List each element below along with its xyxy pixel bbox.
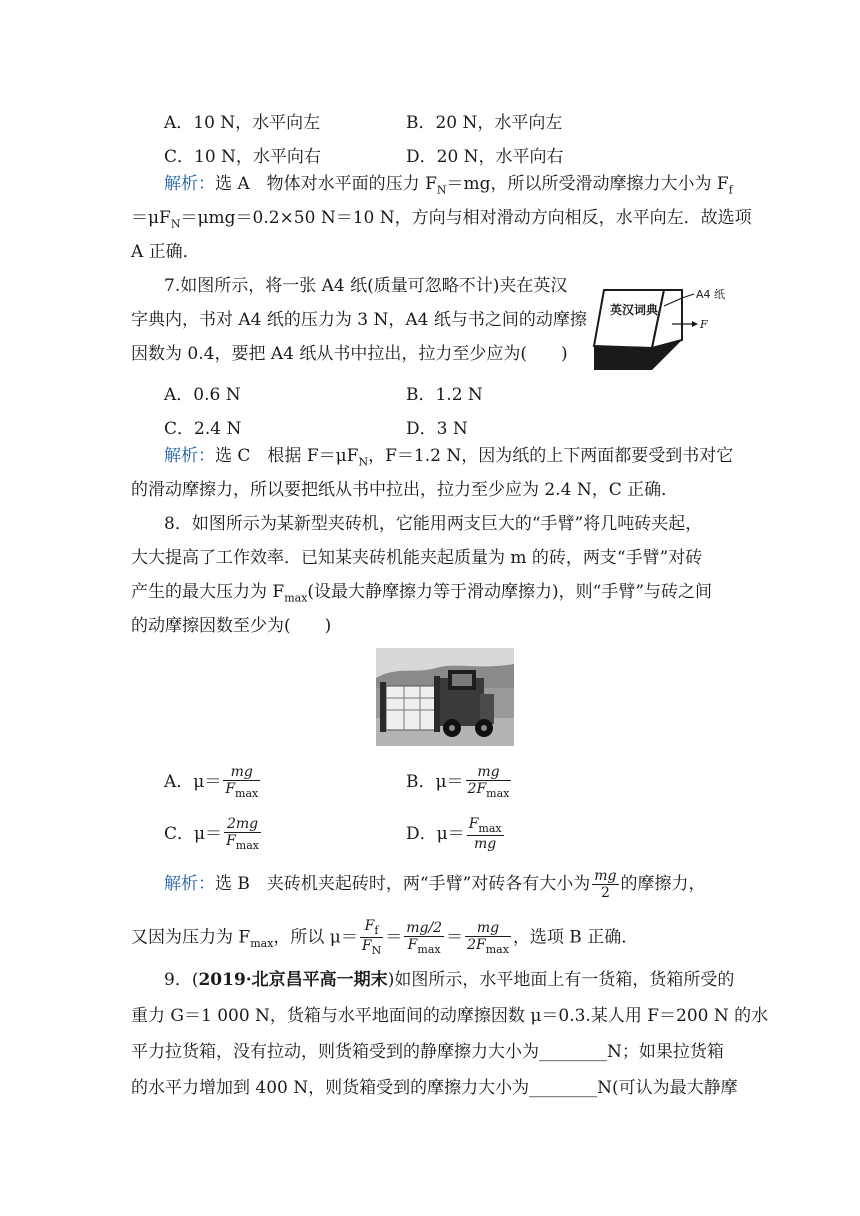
- q8-stem-line4: 的动摩擦因数至少为( ): [131, 616, 332, 636]
- q9-stem-line2: 重力 G＝1 000 N，货箱与水平地面间的动摩擦因数 μ＝0.3.某人用 F＝200 N 的水: [131, 1006, 769, 1026]
- q7-option-d: D．3 N: [406, 419, 468, 439]
- q6-option-b: B．20 N，水平向左: [406, 113, 563, 133]
- paper-label: A4 纸: [696, 288, 726, 301]
- q8-option-c: C．μ＝ $\frac{2mg}{F_{max}}$: [164, 816, 259, 852]
- q6-option-a: A．10 N，水平向左: [164, 113, 321, 133]
- book-title-label: 英汉词典: [610, 303, 659, 317]
- q7-option-b: B．1.2 N: [406, 385, 483, 405]
- q6-option-c: C．10 N，水平向右: [164, 147, 321, 167]
- q8-option-d: D．μ＝ $\frac{F_{max}}{mg}$: [406, 816, 502, 853]
- q7-stem-line2: 字典内，书对 A4 纸的压力为 3 N，A4 纸与书之间的动摩擦: [131, 310, 587, 330]
- q8-option-a: A．μ＝ $\frac{mg}{F_{max}}$: [164, 764, 259, 800]
- q7-option-a: A．0.6 N: [164, 385, 241, 405]
- q6-analysis-line1: 解析：选 A 物体对水平面的压力 $F_N=mg$，所以所受滑动摩擦力大小为 $F_f$: [164, 174, 733, 197]
- q7-option-c: C．2.4 N: [164, 419, 242, 439]
- q9-stem-line3: 平力拉货箱，没有拉动，则货箱受到的静摩擦力大小为________N；如果拉货箱: [131, 1042, 724, 1062]
- brick-clamp-machine-photo: [376, 648, 514, 746]
- q8-option-b: B．μ＝ $\frac{mg}{2F_{max}}$: [406, 764, 510, 800]
- q8-stem-line3: 产生的最大压力为 $F_{max}$(设最大静摩擦力等于滑动摩擦力)，则“手臂”与砖之间: [131, 582, 713, 605]
- q9-stem-line4: 的水平力增加到 400 N，则货箱受到的摩擦力大小为________N(可认为最大静摩: [131, 1078, 738, 1098]
- q6-option-d: D．20 N，水平向右: [406, 147, 564, 167]
- dictionary-figure: [588, 280, 738, 375]
- q9-stem-line1: 9．(2019·北京昌平高一期末)如图所示，水平地面上有一货箱，货箱所受的: [164, 970, 735, 990]
- q8-analysis-line2: 又因为压力为 $F_{max}$，所以 μ＝ $\frac{F_f}{F_N}$ ＝ $\frac{mg/2}{F_{max}}$ ＝ $\frac{mg}{2F_{max}}$ ，选项 B 正确．: [131, 918, 639, 958]
- q6-analysis-line3: A 正确．: [131, 242, 200, 262]
- q8-analysis-line1: 解析：选 B 夹砖机夹起砖时，两“手臂”对砖各有大小为 $\frac{mg}{2}$ 的摩擦力，: [164, 868, 706, 902]
- q7-analysis-line2: 的滑动摩擦力，所以要把纸从书中拉出，拉力至少应为 2.4 N，C 正确．: [131, 480, 679, 500]
- q8-stem-line2: 大大提高了工作效率．已知某夹砖机能夹起质量为 m 的砖，两支“手臂”对砖: [131, 548, 703, 568]
- q7-stem-line3: 因数为 0.4，要把 A4 纸从书中拉出，拉力至少应为( ): [131, 344, 568, 364]
- q7-analysis-line1: 解析：选 C 根据 $F=\mu F_N$，F＝1.2 N，因为纸的上下两面都要受到书对它: [164, 446, 734, 469]
- force-label: F: [700, 318, 708, 331]
- analysis-label: 解析：: [164, 174, 215, 194]
- q8-stem-line1: 8．如图所示为某新型夹砖机，它能用两支巨大的“手臂”将几吨砖夹起，: [164, 514, 703, 534]
- q7-stem-line1: 7.如图所示，将一张 A4 纸(质量可忽略不计)夹在英汉: [164, 276, 568, 296]
- q6-analysis-line2: $=\mu F_N=\mu mg=0.2\times 50$ N＝10 N，方向与相对滑动方向相反，水平向左．故选项: [131, 208, 752, 231]
